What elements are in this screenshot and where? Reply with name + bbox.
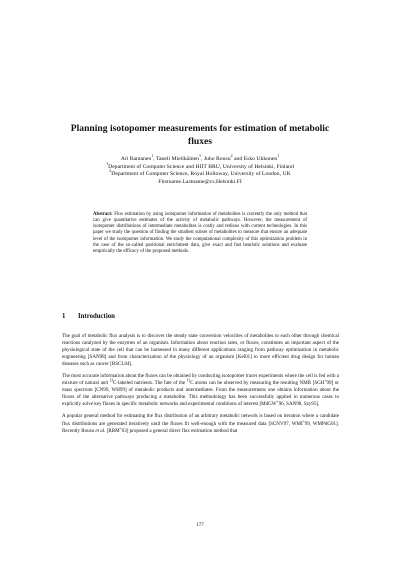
affiliation-mark: 1 <box>277 153 280 159</box>
abstract-label: Abstract: <box>93 212 113 217</box>
author-name: Ari Rantanen <box>120 156 152 162</box>
author-name: Taneli Mielikäinen <box>155 156 199 162</box>
affiliation-text: Department of Computer Science and HIIT BRU, University of Helsinki, Finland <box>108 163 294 170</box>
section-number: 1 <box>62 313 66 320</box>
author-conjunction: and <box>232 156 244 162</box>
section-title: Introduction <box>78 313 115 320</box>
author-block <box>40 153 360 186</box>
paragraph: The most accurate information about the fluxes can be obtained by conducting isotopomer tracer experiments where the cell is fed with a mixture of natural and $^{13}$C-labeled nutrients. The fate of the $^{13}$C atoms can be observed by measuring the resulting NMR [SGH+99] or mass spectrum [CN99, WH99] of metabolic products and intermediates. From the measurements one obtains information about the fluxes of the alternative pathways producing a metabolite. This methodology has been successfully applied in numerous cases to explicitly solve key fluxes in specific metabolic networks and experimental conditions of interest [MdGW+96, SAN98, Szy95]. <box>62 373 339 408</box>
affiliation-mark: 2 <box>230 153 233 159</box>
abstract <box>93 212 307 255</box>
affiliation-mark: 1 <box>106 160 109 166</box>
paper-title: Planning isotopomer measurements for estimation of metabolic fluxes <box>70 123 330 147</box>
abstract-text: Flux estimation by using isotopomer information of metabolites is currently the only method that can give quantitative estimates of the activity of metabolic pathways. However, the measurement of isotopomer distributions of intermediate metabolites is costly and tedious with current technologies. In this paper we study the question of finding the smallest subset of metabolites to measure that ensure an adequate level of the isotopomer information. We study the computational complexity of this optimization problem in the case of the so-called positional enrichment data, give exact and fast heuristic solutions and evaluate empirically the efficacy of the proposed methods. <box>93 212 307 254</box>
affiliation-mark: 1 <box>151 153 154 159</box>
author-name: Esko Ukkonen <box>243 156 278 162</box>
paragraph: A popular general method for estimating the flux distribution of an arbitrary metabolic network is based on iteration where a candidate flux distributions are generated iteratively until the fluxes fit well-enough with the measured data [SCNV97, WMI+99, WMPdG01]. Recently Rousu et al. [RRM+03] proposed a general direct flux estimation method that <box>62 413 339 434</box>
page-number: 177 <box>196 523 204 528</box>
affiliation-mark: 2 <box>109 168 112 174</box>
affiliation <box>40 168 360 179</box>
affiliation-mark: 1 <box>199 153 201 159</box>
author-line <box>40 153 360 164</box>
paragraph: The goal of metabolic flux analysis is to discover the steady state conversion velocities of metabolites to each other through chemical reactions catalyzed by the enzymes of an organism. Information about reaction rates, or fluxes, constitutes an important aspect of the physiological state of the cell that can be harnessed in many different applications ranging from pathway optimization in metabolic engineering [SAN98] and from characterization of the physiology of an organism [Kel01] to more efficient drug design for human diseases such as cancer [BSCL04]. <box>62 333 339 368</box>
author-separator: , <box>153 156 156 162</box>
author-name: Juho Rousu <box>203 156 231 162</box>
affiliation-text: Department of Computer Science, Royal Holloway, University of London, UK <box>111 171 291 178</box>
author-email: Firstname.Lastname@cs.Helsinki.FI <box>158 178 242 185</box>
author-separator: , <box>201 156 204 162</box>
body-text <box>62 333 339 440</box>
section-heading <box>62 313 115 320</box>
